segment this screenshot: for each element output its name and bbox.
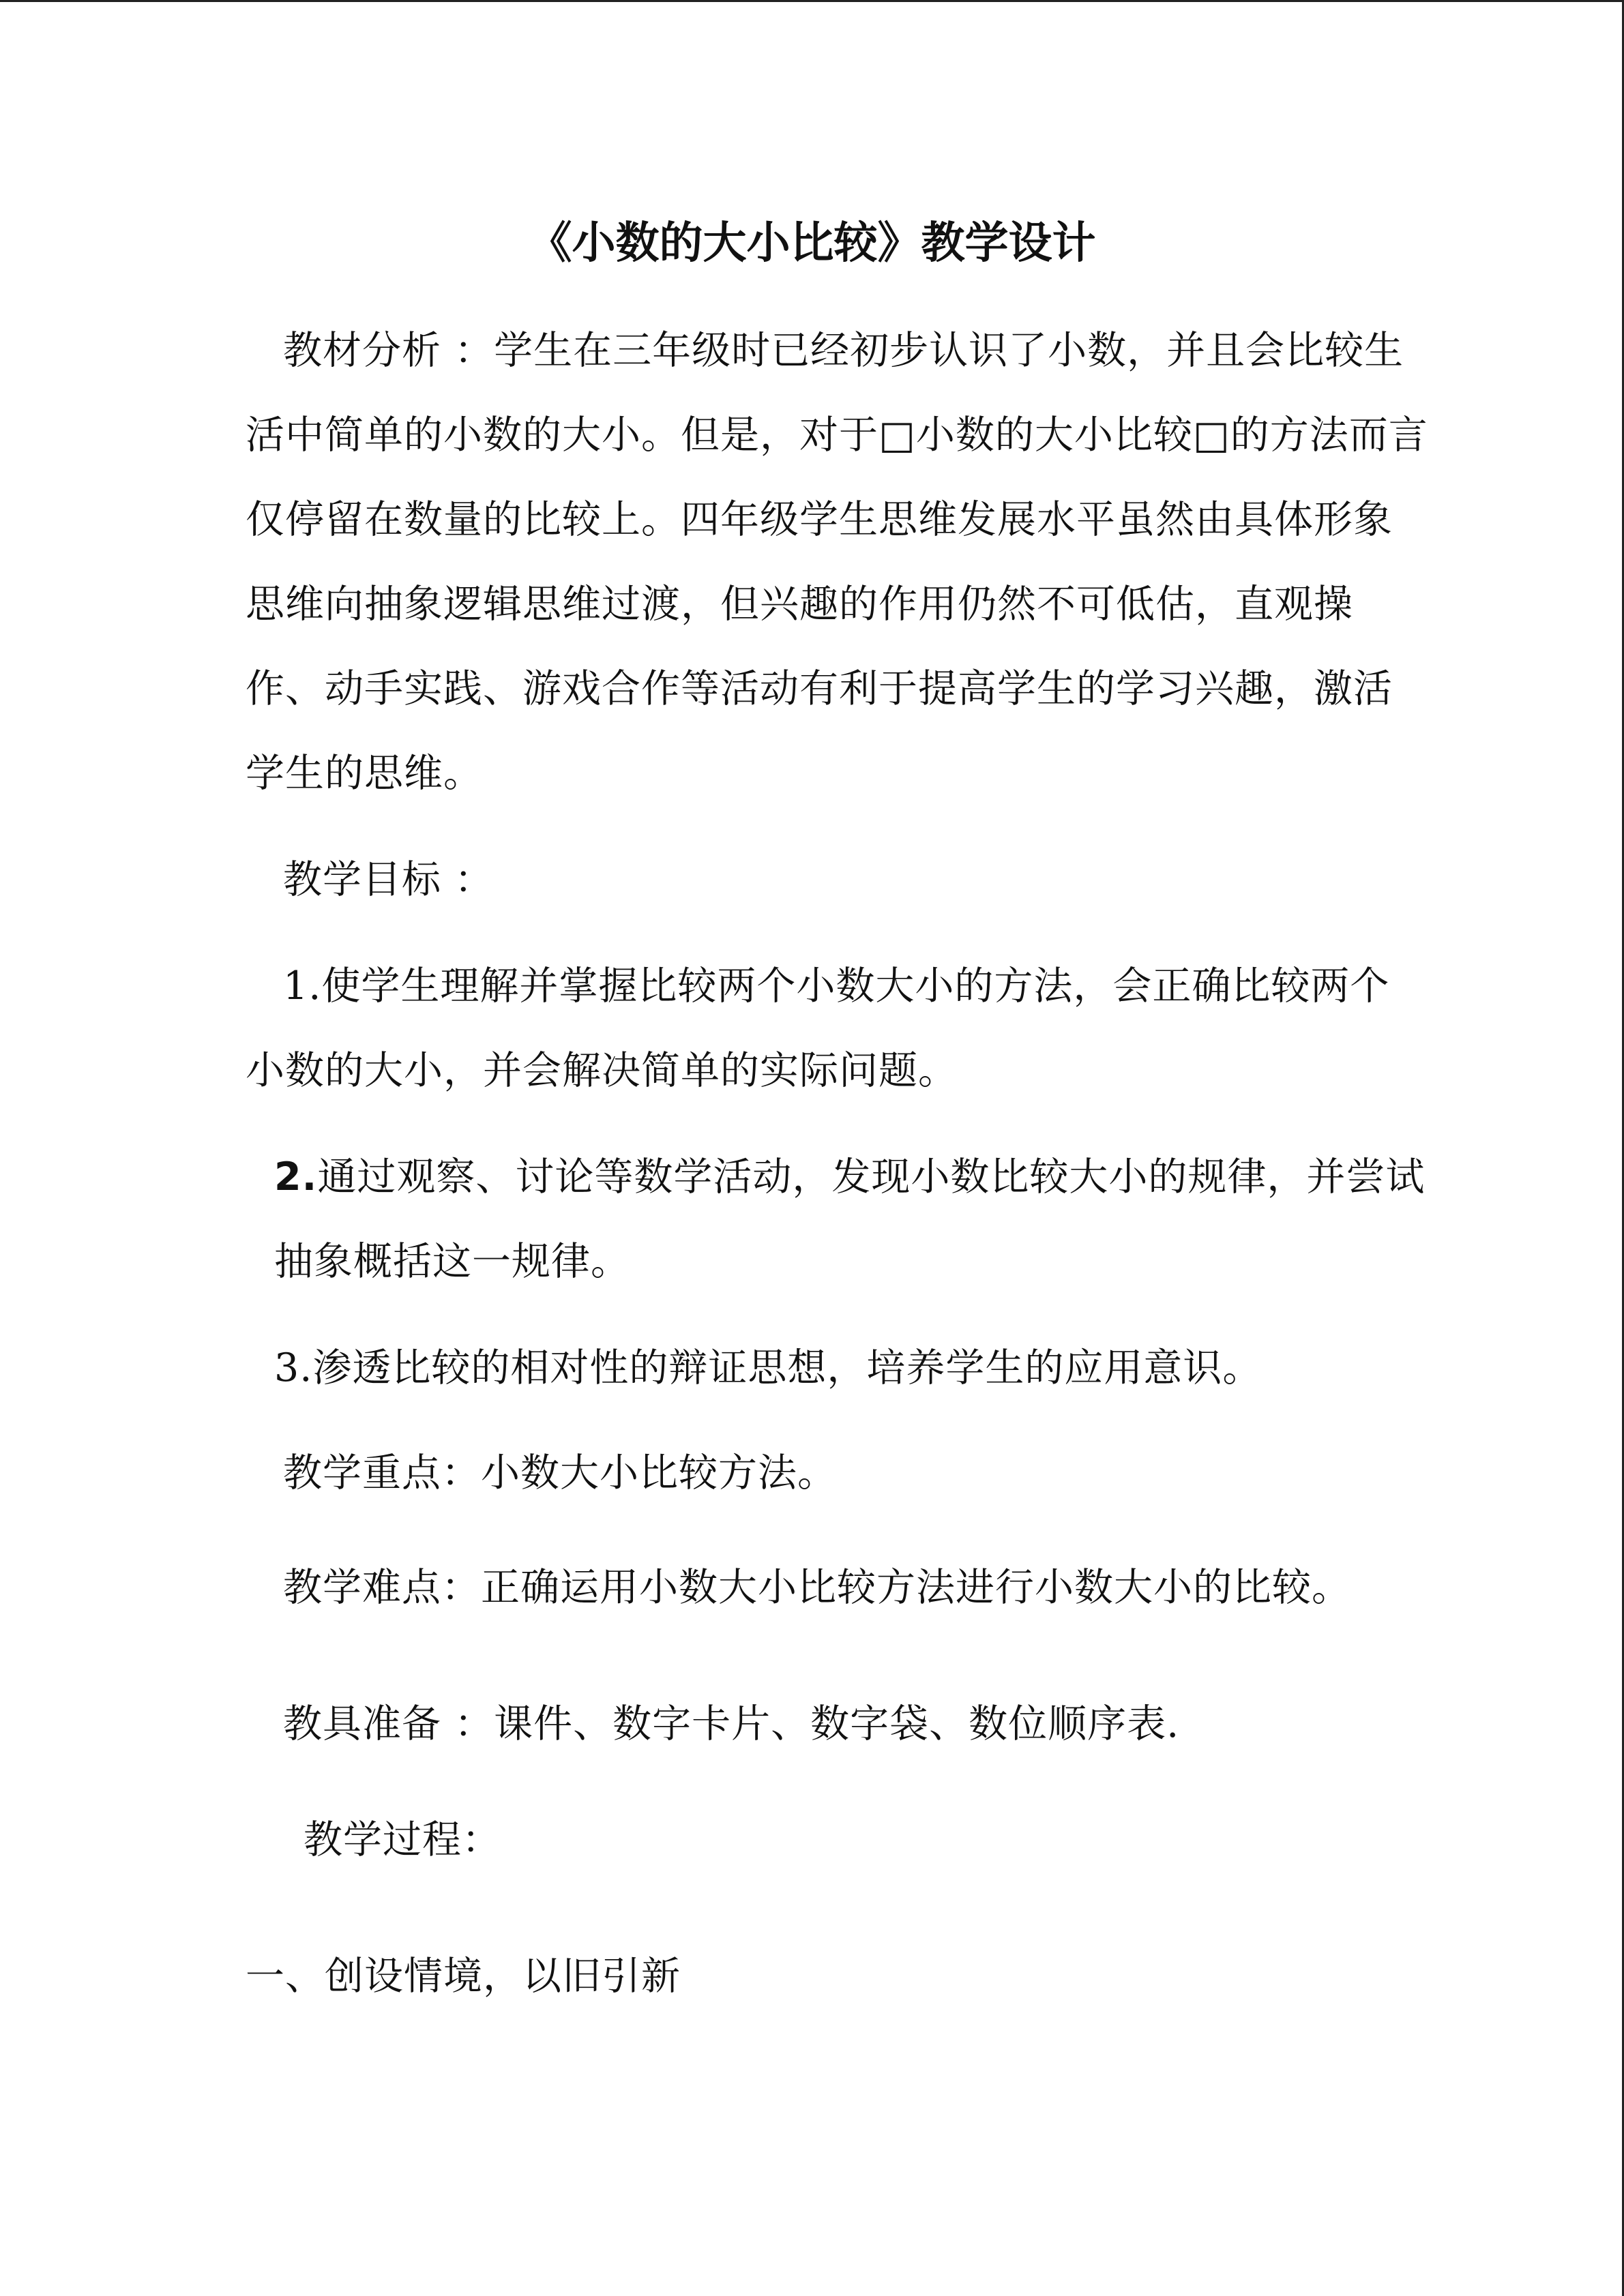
- goal-2-line-2: 抽象概括这一规律。: [274, 1239, 630, 1284]
- difficulty: 教学难点：正确运用小数大小比较方法进行小数大小的比较。: [283, 1565, 1351, 1610]
- goal-3: 3.渗透比较的相对性的辩证思想，培养学生的应用意识。: [274, 1345, 1263, 1390]
- analysis-line-2: 活中简单的小数的大小。但是，对于□小数的大小比较□的方法而言: [246, 413, 1428, 458]
- goal-1-line-2: 小数的大小，并会解决简单的实际问题。: [246, 1048, 958, 1093]
- goals-heading: 教学目标 ：: [283, 857, 494, 902]
- goal-2-text: 通过观察、讨论等数学活动，发现小数比较大小的规律，并尝试: [317, 1154, 1426, 1199]
- section-1-heading: 一、创设情境，以旧引新: [246, 1954, 681, 1999]
- goal-2-line-1: [274, 1153, 1425, 1201]
- analysis-line-4: 思维向抽象逻辑思维过渡，但兴趣的作用仍然不可低估，直观操: [246, 582, 1353, 627]
- analysis-line-6: 学生的思维。: [246, 751, 483, 796]
- key-point: 教学重点：小数大小比较方法。: [283, 1450, 837, 1495]
- process-heading: 教学过程：: [304, 1817, 501, 1862]
- materials: 教具准备 ：课件、数字卡片、数字袋、数位顺序表.: [283, 1701, 1180, 1746]
- analysis-line-5: 作、动手实践、游戏合作等活动有利于提高学生的学习兴趣，激活: [246, 666, 1393, 711]
- analysis-line-1: 教材分析 ：学生在三年级时已经初步认识了小数，并且会比较生: [283, 328, 1404, 373]
- goal-2-number: 2.: [274, 1154, 318, 1199]
- document-title: 《小数的大小比较》教学设计: [528, 218, 1096, 269]
- analysis-line-3: 仅停留在数量的比较上。四年级学生思维发展水平虽然由具体形象: [246, 497, 1393, 542]
- goal-1-line-1: 1.使学生理解并掌握比较两个小数大小的方法，会正确比较两个: [283, 964, 1390, 1009]
